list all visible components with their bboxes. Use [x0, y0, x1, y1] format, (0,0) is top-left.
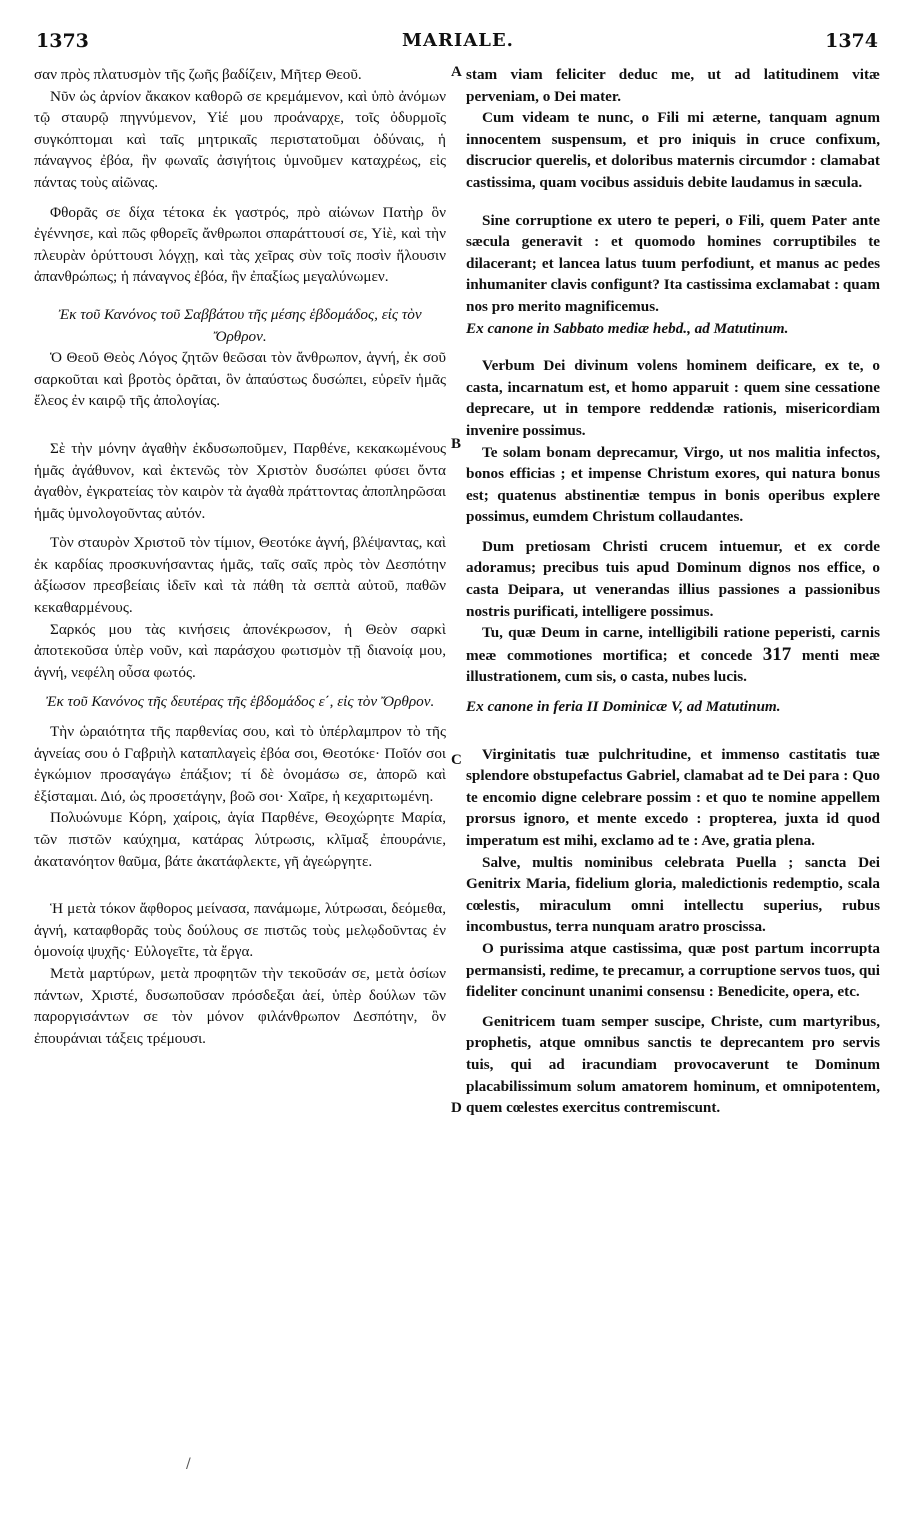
page-number-right: 1374 — [825, 30, 878, 52]
section-heading: Ex canone in Sabbato mediæ hebd., ad Matutinum. — [466, 319, 789, 337]
paragraph: Virginitatis tuæ pulchritudine, et immenso castitatis tuæ splendore obstupefactus Gabriel, clamabat ad te Dei para : Quo te encomio digne celebrare possim : et quo te nomine appellem prorsus ignoro, et mente excedo : propterea, juxta id quod imperatum est mihi, exclamo ad te : Ave, gratia plena. — [466, 745, 880, 849]
spacer — [34, 288, 446, 304]
paragraph: Σὲ τὴν μόνην ἀγαθὴν ἐκδυσωποῦμεν, Παρθένε, κεκακωμένους ἡμᾶς ἀγάθυνον, καὶ ἐκτενῶς τὸν Χριστὸν δυσώπει φύσει ὄντα ἀγαθὸν, ἐγκρατείας τὸν καιρὸν τὰ ἀγαθὰ πράττοντας ἀποπληρῶσαι ἡμᾶς ὑμνολογοῦντας αὐτόν. — [34, 439, 446, 522]
paragraph: Genitricem tuam semper suscipe, Christe, cum martyribus, prophetis, atque omnibus sanctis te deprecantem pro servis tuis, qui ad iracundiam provocaverunt te Dominum placabilissimum solum amatorem hominum, et omnipotentem, quem cœlestes exercitus contremiscunt. — [466, 1012, 880, 1117]
spacer — [34, 872, 446, 898]
paragraph: Νῦν ὡς ἀρνίον ἄκακον καθορῶ σε κρεμάμενον, καὶ ὑπὸ ἀνόμων τῷ σταυρῷ πηγνύμενον, Υἱέ μου προάναρχε, τοῖς ὀδυρμοῖς συγκόπτομαι καὶ ταῖς μητρικαῖς περιστατοῦμαι ὀδύναις, ἡ πάναγνος ἐβόα, ἣν φωναῖς ἀσιγήτοις ὑμνοῦμεν καταχρέως, εἰς πάντας τοὺς αἰῶνας. — [34, 87, 446, 191]
paragraph: Sine corruptione ex utero te peperi, o Fili, quem Pater ante sæcula generavit : et quomodo homines corruptibiles te dilacerant; et lancea latus tuum perfodiunt, et manus ac pedes inhumaniter clavis configunt? Ita castissima exclamabat : quam nos pro merito magnificemus. — [466, 211, 880, 315]
paragraph: σαν πρὸς πλατυσμὸν τῆς ζωῆς βαδίζειν, Μῆτερ Θεοῦ. — [34, 66, 362, 83]
spacer — [34, 713, 446, 721]
paragraph: stam viam feliciter deduc me, ut ad latitudinem vitæ perveniam, o Dei mater. — [466, 66, 880, 105]
spacer — [34, 524, 446, 532]
paragraph: Μετὰ μαρτύρων, μετὰ προφητῶν τὴν τεκοῦσάν σε, μετὰ ὁσίων πάντων, Χριστέ, δυσωποῦσαν πρόσδεξαι ἀεί, ὑπὲρ δούλων τῶν παροργισάντων σε τὸν μόνον φιλάνθρωπον Δεσπότην, ὃν ἐπουράνιαι τάξεις τρέμουσι. — [34, 964, 446, 1047]
spacer — [34, 194, 446, 202]
spacer — [466, 1003, 880, 1011]
spacer — [466, 339, 880, 355]
paragraph: O purissima atque castissima, quæ post partum incorrupta permansisti, redime, te precamur, a corruptione servos tuos, qui fideliter concinunt unanimi consensu : Benedicite, opera, etc. — [466, 939, 880, 1001]
paragraph — [466, 622, 880, 688]
paragraph: Πολυώνυμε Κόρη, χαίροις, ἁγία Παρθένε, Θεοχώρητε Μαρία, τῶν πιστῶν καύχημα, κατάρας λύτρωσις, κλῖμαξ ἐπουράνιε, ἀκατανόητον θαῦμα, βάτε ἀκατάφλεκτε, γῆ ἀγεώργητε. — [34, 809, 446, 870]
latin-column — [466, 64, 880, 1119]
margin-marker-d: D — [451, 1100, 462, 1116]
section-heading: Ἐκ τοῦ Κανόνος τοῦ Σαββάτου τῆς μέσης ἑβδομάδος, εἰς τὸν Ὄρθρον. — [58, 305, 422, 345]
running-title: MARIALE. — [402, 30, 514, 51]
paragraph: Te solam bonam deprecamur, Virgo, ut nos malitia infectos, bonos efficias ; et impense Christum exores, qui natura bonus est; quatenus abstinentiæ tempus in bonis operibus explere possimus, eumdem Christum collaudantes. — [466, 443, 880, 526]
paragraph: Ὁ Θεοῦ Θεὸς Λόγος ζητῶν θεῶσαι τὸν ἄνθρωπον, ἁγνή, ἐκ σοῦ σαρκοῦται καὶ βροτὸς ὁρᾶται, ὃν ἀπαύστως δυσώπει, εὑρεῖν ἡμᾶς ἔλεος ἐν καιρῷ τῆς ἀπολογίας. — [34, 349, 446, 410]
spacer — [466, 194, 880, 210]
paragraph: Ἡ μετὰ τόκον ἄφθορος μείνασα, πανάμωμε, λύτρωσαι, δεόμεθα, ἁγνή, καταφθορᾶς τοὺς δούλους σε πιστῶς τοὺς μελῳδοῦντας ἐν ὁμονοίᾳ ψυχῆς· Εὐλογεῖτε, τὰ ἔργα. — [34, 900, 446, 961]
column-number: 317 — [762, 643, 792, 665]
paragraph-text: menti meæ illustrationem, cum sis, o casta, nubes lucis. — [466, 646, 880, 686]
margin-marker-a: A — [451, 64, 462, 80]
page-header — [0, 30, 916, 58]
spacer — [34, 683, 446, 691]
margin-marker-b: B — [451, 436, 462, 452]
paragraph: Σαρκός μου τὰς κινήσεις ἀπονέκρωσον, ἡ Θεὸν σαρκὶ ἀποτεκοῦσα ὑπὲρ νοῦν, καὶ παράσχου φωτισμὸν τῇ διανοίᾳ μου, ἁγνή, νεφέλη οὖσα φωτός. — [34, 620, 446, 681]
spacer — [466, 528, 880, 536]
page-number-left: 1373 — [36, 30, 89, 52]
paragraph: Cum videam te nunc, o Fili mi æterne, tanquam agnum innocentem suspensum, et pro iniquis in cruce confixum, discrucior querelis, et doloribus maternis circumdor : clamabat castissima, quam vocibus assiduis debite laudamus in sæcula. — [466, 109, 880, 191]
footer-mark: / — [186, 1456, 191, 1472]
spacer — [466, 688, 880, 696]
paragraph: Dum pretiosam Christi crucem intuemur, et ex corde adoramus; precibus tuis apud Dominum dignos nos effice, o casta Deipara, ut venerandas illius passiones a passionibus nostris purificati, intelligere possimus. — [466, 537, 880, 620]
paragraph: Verbum Dei divinum volens hominem deificare, ex te, o casta, incarnatum est, et homo apparuit : quem sine cessatione deprecare, ut in tempore reddendæ rationis, misericordiam invenire possimus. — [466, 357, 880, 439]
greek-column — [34, 64, 446, 1049]
paragraph: Τὴν ὡραιότητα τῆς παρθενίας σου, καὶ τὸ ὑπέρλαμπρον τὸ τῆς ἁγνείας σου ὁ Γαβριὴλ καταπλαγεὶς ἐβόα σοι, Θεοτόκε· Ποῖόν σοι ἐγκώμιον προσαγάγω ἐπάξιον; τί δὲ ὀνομάσω σε, ἀπορῶ καὶ ἐξίσταμαι. Διό, ὡς προσετάγην, βοῶ σοι· Χαῖρε, ἡ κεχαριτωμένη. — [34, 723, 446, 805]
spacer — [466, 718, 880, 744]
paragraph: Φθορᾶς σε δίχα τέτοκα ἐκ γαστρός, πρὸ αἰώνων Πατὴρ ὃν ἐγέννησε, καὶ πῶς φθορεῖς ἄνθρωποι σπαράττουσί σε, Υἱὲ, καὶ τὴν πλευρὰν ὀρύττουσι λόγχῃ, καὶ τὰς χεῖρας σὺν τοῖς ποσὶν ἥλουσιν ἀπανθρώπως; ἡ πάναγνος ἐβόα, ἣν ἐπαξίως μεγαλύνωμεν. — [34, 203, 446, 286]
margin-marker-c: C — [451, 752, 462, 768]
section-heading: Ex canone in feria II Dominicæ V, ad Matutinum. — [466, 698, 781, 716]
paragraph-text: Tu, quæ Deum in carne, intelligibili ratione peperisti, carnis meæ commotiones mortifica; et concede — [466, 624, 880, 664]
paragraph: Τὸν σταυρὸν Χριστοῦ τὸν τίμιον, Θεοτόκε ἁγνή, βλέψαντας, καὶ ἐκ καρδίας προσκυνήσαντας ἡμᾶς, ταῖς σαῖς πρὸς τὸν Δεσπότην ἀξίωσον πρεσβείαις ἰδεῖν καὶ τὰ πάθη τὰ σεπτὰ αὐτοῦ, παθῶν κεκαθαρμένους. — [34, 534, 446, 617]
section-heading: Ἐκ τοῦ Κανόνος τῆς δευτέρας τῆς ἑβδομάδος ε΄, εἰς τὸν Ὄρθρον. — [45, 693, 435, 711]
spacer — [34, 412, 446, 438]
paragraph: Salve, multis nominibus celebrata Puella ; sancta Dei Genitrix Maria, fidelium gloria, maledictionis redemptio, scala cœlestis, miraculum omni intellectu superius, rubus incombustus, terra nunquam aratro proscissa. — [466, 853, 880, 936]
